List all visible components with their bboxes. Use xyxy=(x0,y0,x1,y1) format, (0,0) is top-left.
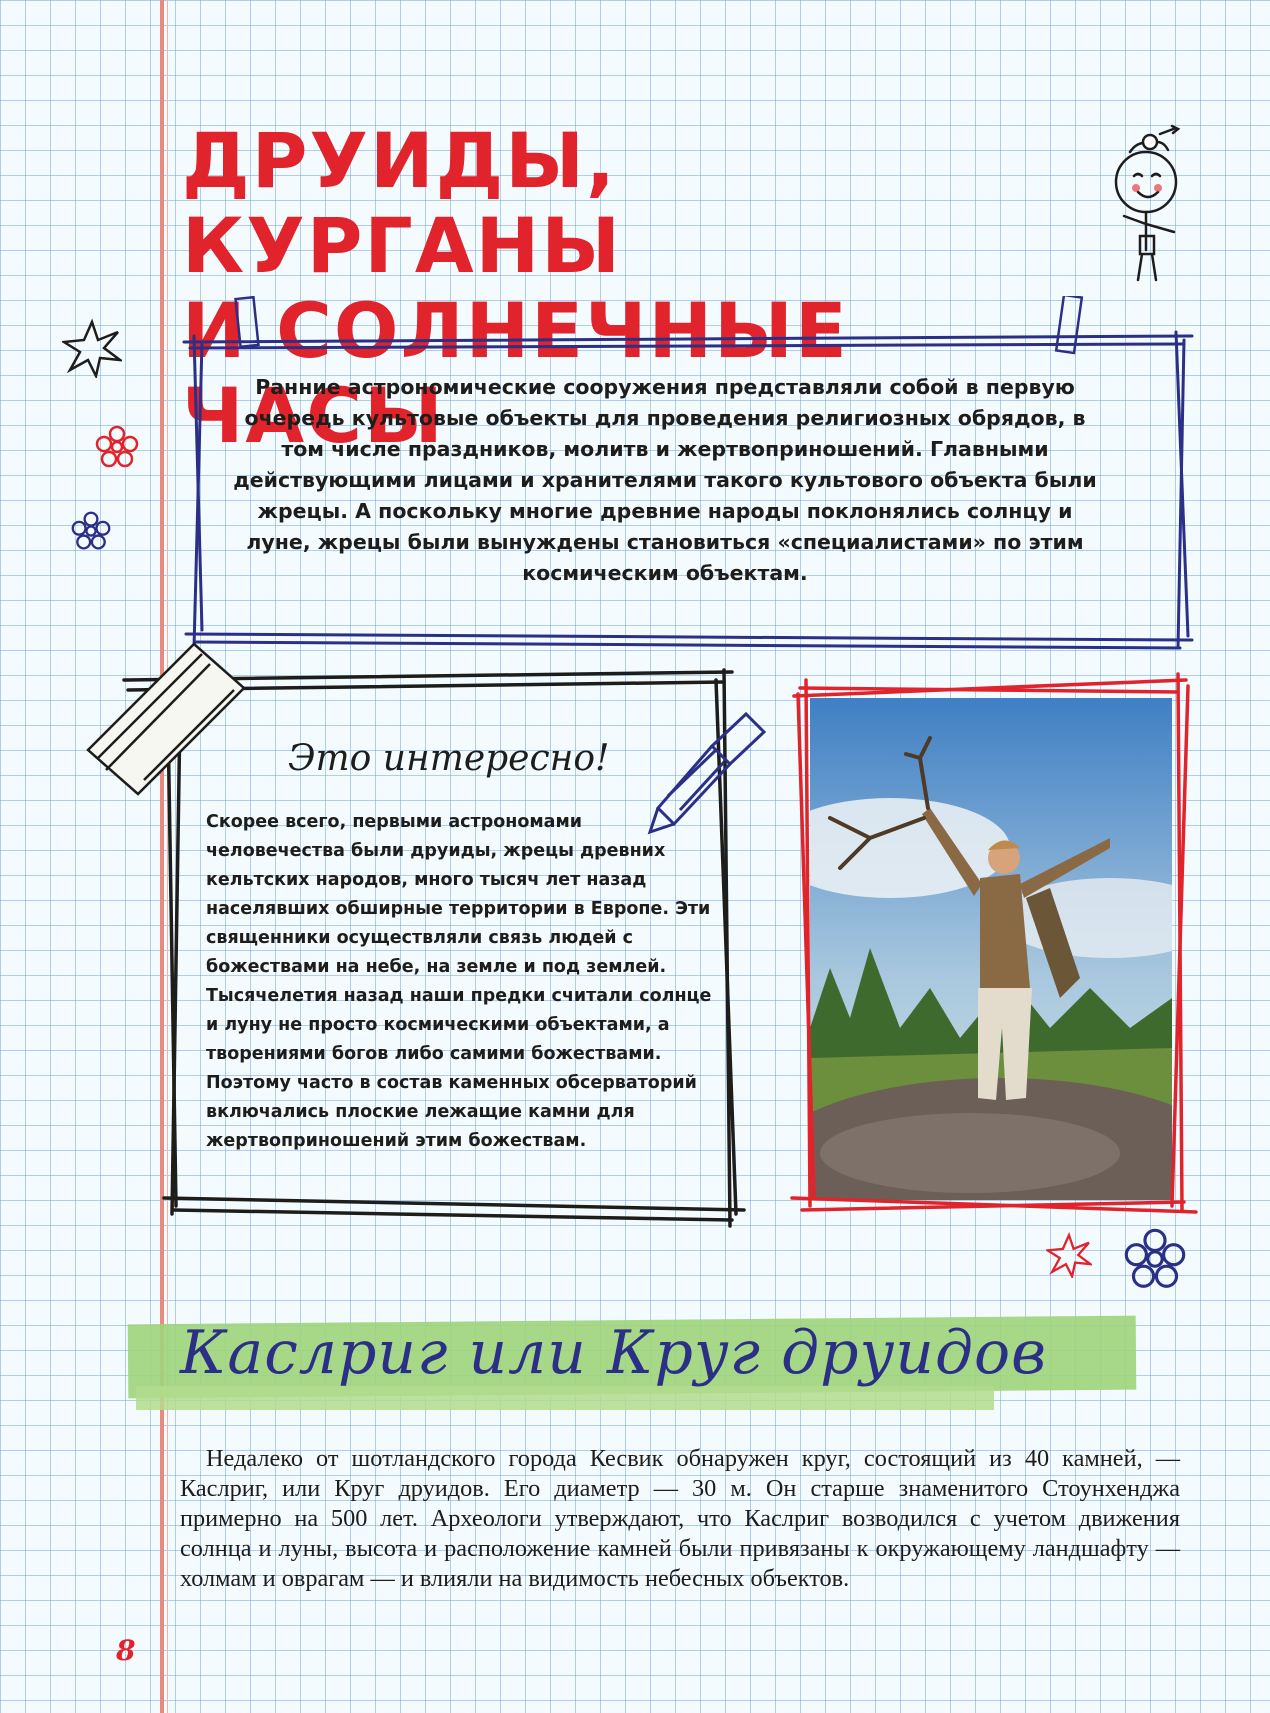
flower-icon xyxy=(94,424,140,470)
page-number: 8 xyxy=(116,1634,136,1667)
page-title-line2: И СОЛНЕЧНЫЕ ЧАСЫ xyxy=(182,286,849,461)
photo-frame xyxy=(786,666,1206,1226)
section-heading-highlight-stroke xyxy=(136,1386,994,1410)
paperclip-icon xyxy=(236,297,259,347)
fact-box-text: Скорее всего, первыми астрономами человечества были друиды, жрецы древних кельтских народов, много тысяч лет назад населявших обширные территории в Европе. Эти священники осуществляли связь людей с божествами на небе, на земле и под землей. Тысячелетия назад наши предки считали солнце и луну не просто космическими объектами, а творениями богов либо самими божествами. Поэтому часто в состав каменных обсерваторий включались плоские лежащие камни для жертвоприношений этим божествам. xyxy=(206,812,712,1151)
page-title-line1: ДРУИДЫ, КУРГАНЫ xyxy=(182,116,623,291)
fact-box-heading: Это интересно! xyxy=(288,738,610,779)
intro-paragraph: Ранние астрономические сооружения представляли собой в первую очередь культовые объекты для проведения религиозных обрядов, в том числе праздников, молитв и жертвоприношений. Главными действующими лицами и хранителями такого культового объекта были жрецы. А поскольку многие древние народы поклонялись солнцу и луне, жрецы были вынуждены становиться «специалистами» по этим космическим объектам. xyxy=(233,375,1097,585)
flower-icon xyxy=(70,510,112,552)
doodle-kid-icon xyxy=(1098,120,1208,290)
section-body-text: Недалеко от шотландского города Кесвик обнаружен круг, состоящий из 40 камней, — Каслриг, или Круг друидов. Его диаметр — 30 м. Он старше знаменитого Стоунхенджа примерно на 500 лет. Археологи утверждают, что Каслриг возводился с учетом движения солнца и луны, высота и расположение камней были привязаны к окружающему ландшафту — холмам и оврагам — и влияли на видимость небесных объектов. xyxy=(180,1445,1180,1592)
flower-icon xyxy=(1122,1226,1188,1292)
section-heading: Каслриг или Круг друидов xyxy=(180,1318,1048,1388)
star-burst-icon xyxy=(1046,1232,1092,1278)
star-burst-icon xyxy=(62,318,122,378)
